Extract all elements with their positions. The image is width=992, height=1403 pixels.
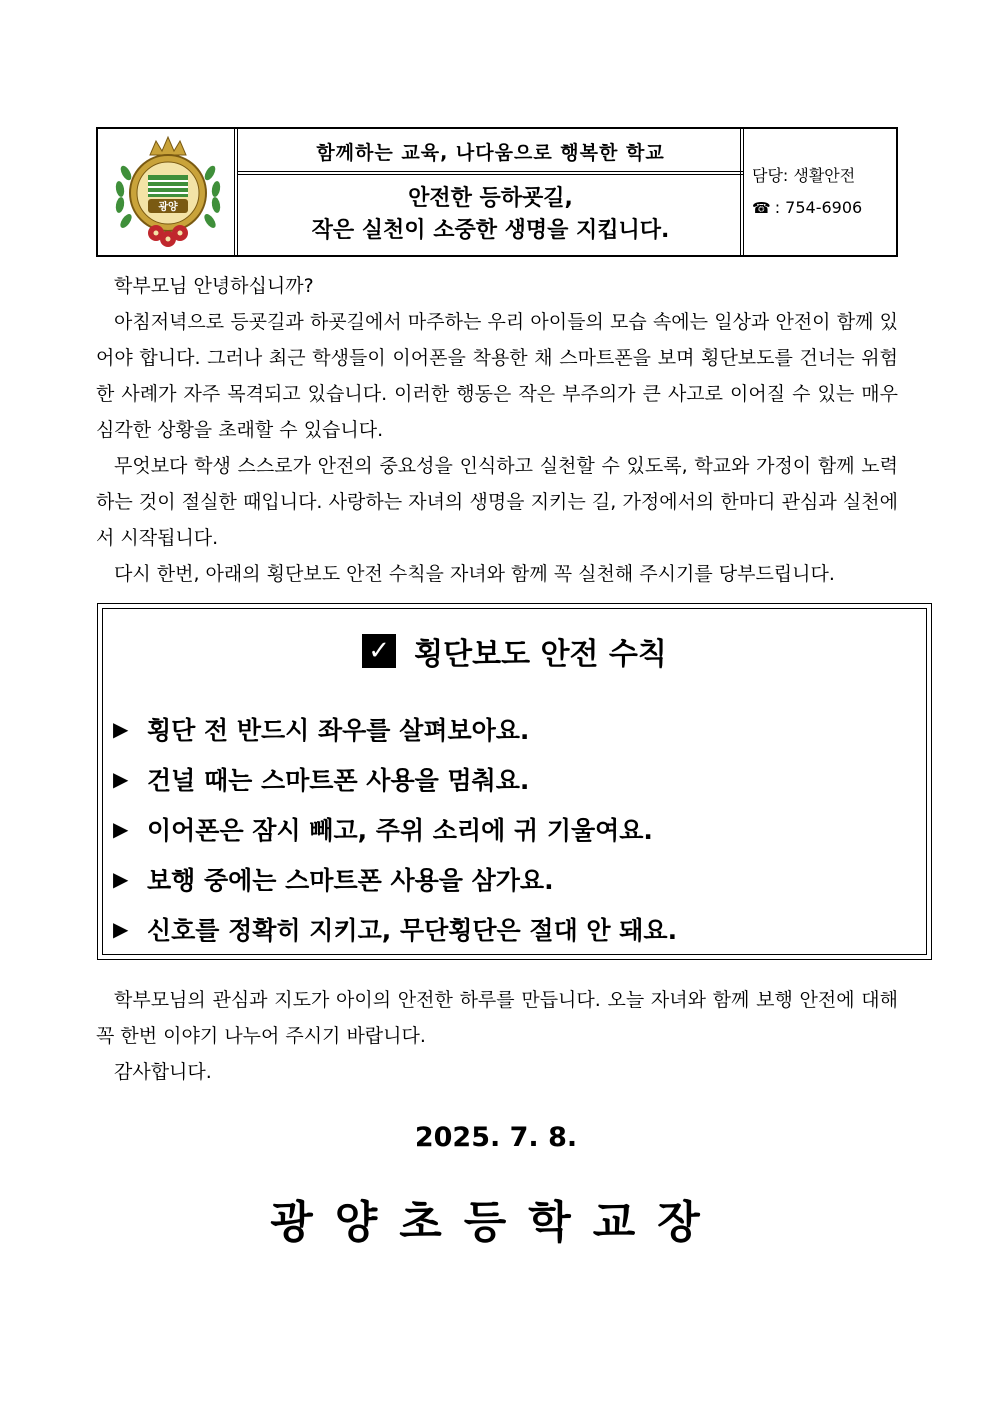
svg-text:광양: 광양 — [157, 202, 178, 213]
safety-rules-inner-border — [102, 608, 927, 955]
contact-phone-line — [752, 192, 896, 224]
school-slogan: 함께하는 교육, 나다움으로 행복한 학교 — [238, 129, 743, 175]
rule-text: 횡단 전 반드시 좌우를 살펴보아요. — [147, 716, 530, 745]
logo-cell — [98, 129, 238, 255]
safety-rules-list — [113, 704, 677, 954]
body-paragraph-3: 다시 한번, 아래의 횡단보도 안전 수칙을 자녀와 함께 꼭 실천해 주시기를 당부드립니다. — [114, 563, 835, 585]
contact-phone: : 754-6906 — [774, 198, 863, 217]
header-table — [96, 127, 898, 257]
list-item — [113, 854, 677, 904]
checkbox-checked-icon: ✓ — [362, 634, 396, 668]
closing-thanks: 감사합니다. — [114, 1061, 212, 1083]
contact-department: 담당: 생활안전 — [752, 166, 856, 185]
headline-line-2: 작은 실천이 소중한 생명을 지킵니다. — [311, 218, 670, 243]
triangle-bullet-icon: ▶ — [113, 717, 129, 741]
list-item — [113, 704, 677, 754]
safety-rules-box — [97, 603, 932, 960]
issue-date: 2025. 7. 8. — [414, 1122, 578, 1153]
triangle-bullet-icon: ▶ — [113, 817, 129, 841]
closing-paragraph: 학부모님의 관심과 지도가 아이의 안전한 하루를 만듭니다. 오늘 자녀와 함께 보행 안전에 대해 꼭 한번 이야기 나누어 주시기 바랍니다. — [96, 989, 898, 1047]
body-paragraph-1: 아침저녁으로 등굣길과 하굣길에서 마주하는 우리 아이들의 모습 속에는 일상과 안전이 함께 있어야 합니다. 그러나 최근 학생들이 이어폰을 착용한 채 스마트폰을 보며 횡단보도를 건너는 위험한 사례가 자주 목격되고 있습니다. 이러한 행동은 작은 부주의가 큰 사고로 이어질 수 있는 매우 심각한 상황을 초래할 수 있습니다. — [96, 311, 898, 441]
triangle-bullet-icon: ▶ — [113, 767, 129, 791]
rule-text: 건널 때는 스마트폰 사용을 멈춰요. — [147, 766, 530, 795]
triangle-bullet-icon: ▶ — [113, 867, 129, 891]
rule-text: 신호를 정확히 지키고, 무단횡단은 절대 안 돼요. — [147, 916, 678, 945]
list-item — [113, 804, 677, 854]
body-paragraph-2: 무엇보다 학생 스스로가 안전의 중요성을 인식하고 실천할 수 있도록, 학교와 가정이 함께 노력하는 것이 절실한 때입니다. 사랑하는 자녀의 생명을 지키는 길, 가정에서의 한마디 관심과 실천에서 시작됩니다. — [96, 455, 898, 549]
rule-text: 이어폰은 잠시 빼고, 주위 소리에 귀 기울여요. — [147, 816, 653, 845]
safety-rules-title — [103, 629, 926, 673]
rule-text: 보행 중에는 스마트폰 사용을 삼가요. — [147, 866, 554, 895]
principal-signature: 광양초등학교장 — [270, 1197, 722, 1248]
school-emblem-icon — [108, 133, 228, 251]
safety-rules-title-text: 횡단보도 안전 수칙 — [414, 637, 667, 672]
title-cell — [238, 129, 744, 255]
list-item — [113, 754, 677, 804]
headline-line-1: 안전한 등하굣길, — [408, 186, 573, 211]
phone-icon: ☎ — [752, 199, 771, 217]
list-item — [113, 904, 677, 954]
triangle-bullet-icon: ▶ — [113, 917, 129, 941]
contact-cell — [744, 129, 896, 255]
greeting: 학부모님 안녕하십니까? — [114, 275, 314, 297]
page-title — [238, 175, 743, 255]
